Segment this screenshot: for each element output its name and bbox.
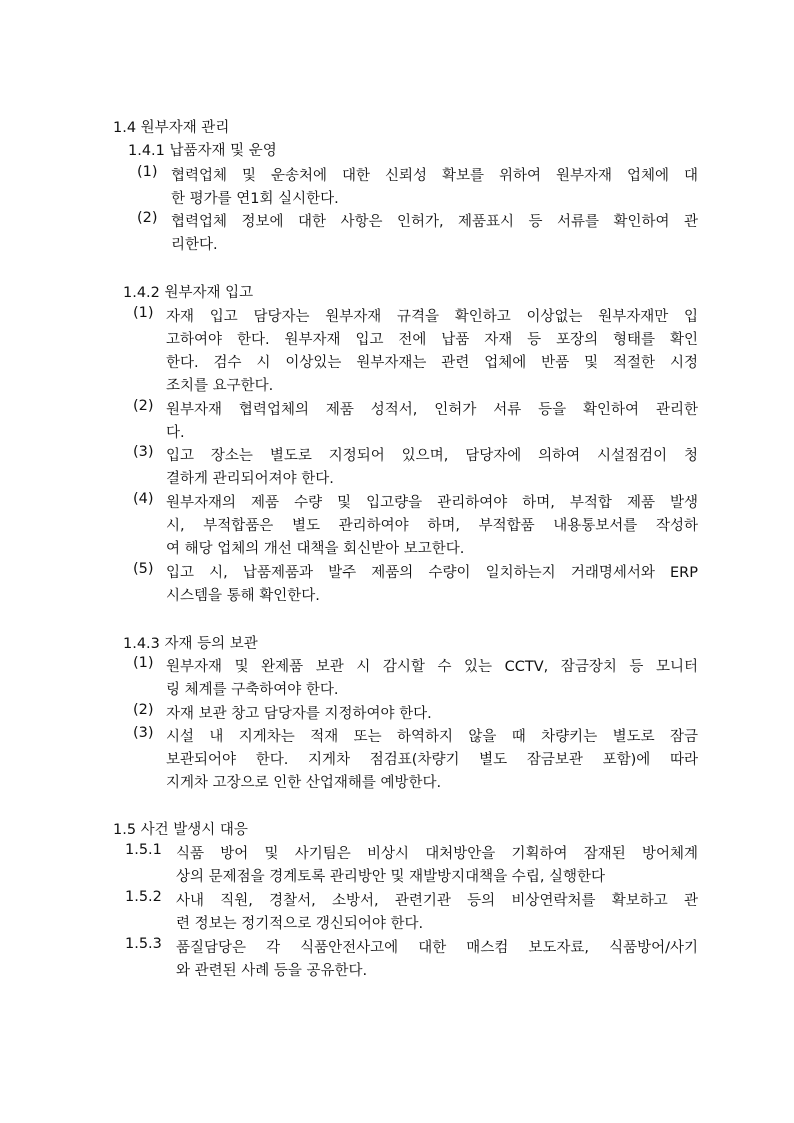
- item-text-line: 다.: [166, 425, 185, 441]
- subsection-number: 1.5.2: [125, 889, 162, 905]
- item-number: (2): [133, 702, 154, 718]
- item-text-line: 시, 부적합품은 별도 관리하여야 하며, 부적합품 내용통보서를 작성하: [166, 518, 698, 534]
- item-text-line: 한 평가를 연1회 실시한다.: [171, 191, 339, 207]
- item-text-line: 자재 보관 창고 담당자를 지정하여야 한다.: [166, 706, 432, 722]
- subsection-text-line: 품질담당은 각 식품안전사고에 대한 매스컴 보도자료, 식품방어/사기: [176, 940, 698, 956]
- item-text-line: 자재 입고 담당자는 원부자재 규격을 확인하고 이상없는 원부자재만 입: [166, 309, 698, 325]
- item-number: (4): [133, 491, 154, 507]
- item-text-line: 결하게 관리되어져야 한다.: [166, 471, 334, 487]
- item-number: (3): [133, 444, 154, 460]
- item-text-line: 고하여야 한다. 원부자재 입고 전에 납품 자재 등 포장의 형태를 확인: [166, 332, 698, 348]
- item-text-line: 입고 장소는 별도로 지정되어 있으며, 담당자에 의하여 시설점검이 청: [166, 448, 698, 464]
- item-number: (1): [133, 305, 154, 321]
- item-text-line: 지게차 고장으로 인한 산업재해를 예방한다.: [166, 775, 442, 791]
- subsection-title: 1.4.3 자재 등의 보관: [123, 636, 258, 652]
- item-text-line: 원부자재의 제품 수량 및 입고량을 관리하여야 하며, 부적합 제품 발생: [166, 495, 698, 511]
- item-text-line: 한다. 검수 시 이상있는 원부자재는 관련 업체에 반품 및 적절한 시정: [166, 355, 698, 371]
- subsection-text-line: 식품 방어 및 사기팀은 비상시 대처방안을 기획하여 잠재된 방어체계: [176, 846, 698, 862]
- item-text-line: 보관되어야 한다. 지게차 점검표(차량기 별도 잠금보관 포함)에 따라: [166, 752, 698, 768]
- item-text-line: 협력업체 및 운송처에 대한 신뢰성 확보를 위하여 원부자재 업체에 대: [171, 168, 698, 184]
- subsection-title: 1.4.1 납품자재 및 운영: [128, 143, 277, 159]
- item-text-line: 시설 내 지게차는 적재 또는 하역하지 않을 때 차량키는 별도로 잠금: [166, 729, 698, 745]
- item-number: (3): [133, 725, 154, 741]
- item-text-line: 원부자재 및 완제품 보관 시 감시할 수 있는 CCTV, 잠금장치 등 모니터: [166, 659, 698, 675]
- subsection-text-line: 와 관련된 사례 등을 공유한다.: [176, 963, 368, 979]
- item-number: (2): [133, 398, 154, 414]
- item-text-line: 시스템을 통해 확인한다.: [166, 588, 320, 604]
- item-number: (2): [137, 210, 158, 226]
- subsection-number: 1.5.1: [125, 842, 162, 858]
- item-text-line: 링 체계를 구축하여야 한다.: [166, 682, 339, 698]
- subsection-number: 1.5.3: [125, 936, 162, 952]
- item-text-line: 조치를 요구한다.: [166, 378, 274, 394]
- item-number: (1): [133, 655, 154, 671]
- subsection-text-line: 상의 문제점을 경계토록 관리방안 및 재발방지대책을 수립, 실행한다: [176, 869, 606, 885]
- subsection-title: 1.4.2 원부자재 입고: [123, 285, 254, 301]
- item-text-line: 입고 시, 납품제품과 발주 제품의 수량이 일치하는지 거래명세서와 ERP: [166, 565, 698, 581]
- subsection-text-line: 련 정보는 정기적으로 갱신되어야 한다.: [176, 916, 424, 932]
- section-title: 1.4 원부자재 관리: [113, 120, 230, 136]
- item-text-line: 리한다.: [171, 237, 218, 253]
- subsection-text-line: 사내 직원, 경찰서, 소방서, 관련기관 등의 비상연락처를 확보하고 관: [176, 893, 698, 909]
- item-number: (1): [137, 164, 158, 180]
- item-text-line: 원부자재 협력업체의 제품 성적서, 인허가 서류 등을 확인하여 관리한: [166, 402, 698, 418]
- section-title: 1.5 사건 발생시 대응: [113, 822, 248, 838]
- item-number: (5): [133, 561, 154, 577]
- item-text-line: 협력업체 정보에 대한 사항은 인허가, 제품표시 등 서류를 확인하여 관: [171, 214, 698, 230]
- item-text-line: 여 해당 업체의 개선 대책을 회신받아 보고한다.: [166, 541, 465, 557]
